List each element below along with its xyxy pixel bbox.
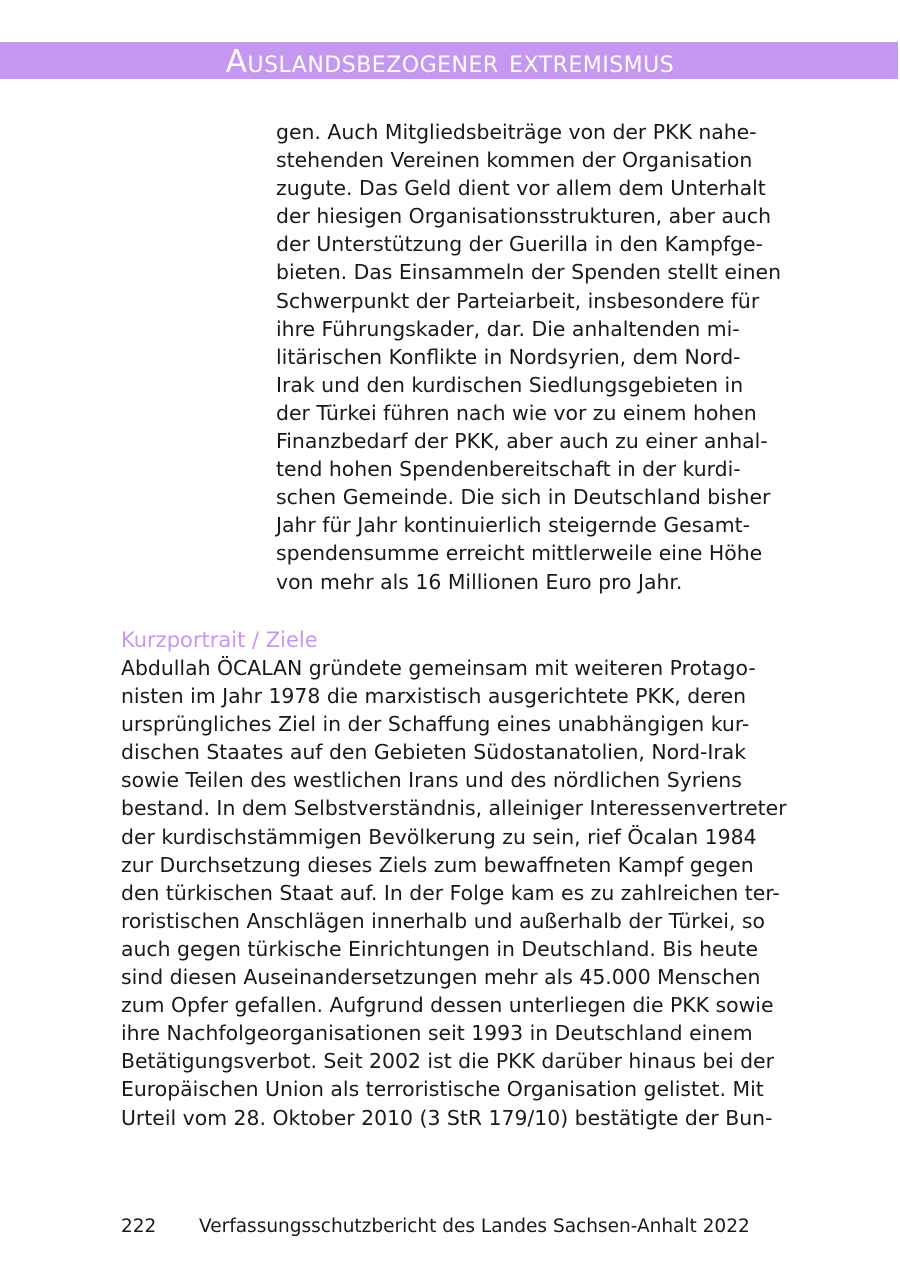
text-line: der Türkei führen nach wie vor zu einem hohen <box>276 400 757 425</box>
text-line: Finanzbedarf der PKK, aber auch zu einer anhal- <box>276 429 768 454</box>
text-line: den türkischen Staat auf. In der Folge kam es zu zahlreichen ter- <box>121 880 780 905</box>
text-line: sowie Teilen des westlichen Irans und des nördlichen Syriens <box>121 768 742 793</box>
text-line: schen Gemeinde. Die sich in Deutschland bisher <box>276 485 771 510</box>
text-line: roristischen Anschlägen innerhalb und außerhalb der Türkei, so <box>121 908 766 933</box>
top-paragraph <box>276 118 786 596</box>
text-line: auch gegen türkische Einrichtungen in Deutschland. Bis heute <box>121 936 759 961</box>
text-line: gen. Auch Mitgliedsbeiträge von der PKK nahe- <box>276 120 757 144</box>
text-line: Jahr für Jahr kontinuierlich steigernde Gesamt- <box>276 513 751 538</box>
text-line: stehenden Vereinen kommen der Organisation <box>276 148 753 173</box>
text-line: litärischen Konflikte in Nordsyrien, dem Nord- <box>276 344 741 369</box>
text-line: der Unterstützung der Guerilla in den Kampfge- <box>276 232 763 257</box>
text-line: der kurdischstämmigen Bevölkerung zu sein, rief Öcalan 1984 <box>121 824 757 849</box>
text-line: ihre Führungskader, dar. Die anhaltenden mi- <box>276 316 740 341</box>
text-line: Abdullah ÖCALAN gründete gemeinsam mit weiteren Protago- <box>121 656 756 680</box>
text-line: ihre Nachfolgeorganisationen seit 1993 in Deutschland einem <box>121 1021 753 1046</box>
text-line: zur Durchsetzung dieses Ziels zum bewaffneten Kampf gegen <box>121 852 754 877</box>
text-line: nisten im Jahr 1978 die marxistisch ausgerichtete PKK, deren <box>121 684 747 709</box>
text-line: tend hohen Spendenbereitschaft in der kurdi- <box>276 457 741 482</box>
text-line: Europäischen Union als terroristische Organisation gelistet. Mit <box>121 1077 764 1102</box>
text-line: zum Opfer gefallen. Aufgrund dessen unterliegen die PKK sowie <box>121 993 774 1018</box>
text-line: bestand. In dem Selbstverständnis, alleiniger Interessenvertreter <box>121 796 787 821</box>
text-line: von mehr als 16 Millionen Euro pro Jahr. <box>276 569 683 594</box>
section-heading: Kurzportrait / Ziele <box>121 628 318 652</box>
text-line: bieten. Das Einsammeln der Spenden stellt einen <box>276 260 781 285</box>
text-line: ursprüngliches Ziel in der Schaffung eines unabhängigen kur- <box>121 712 750 737</box>
text-line: Irak und den kurdischen Siedlungsgebieten in <box>276 372 744 397</box>
text-line: sind diesen Auseinandersetzungen mehr als 45.000 Menschen <box>121 965 761 990</box>
text-line: dischen Staates auf den Gebieten Südostanatolien, Nord-Irak <box>121 740 747 765</box>
text-line: Schwerpunkt der Parteiarbeit, insbesondere für <box>276 288 760 313</box>
chapter-title: Auslandsbezogener extremismus <box>225 44 675 80</box>
text-line: der hiesigen Organisationsstrukturen, aber auch <box>276 204 771 229</box>
text-line: Urteil vom 28. Oktober 2010 (3 StR 179/10) bestätigte der Bun- <box>121 1105 773 1130</box>
section-paragraph <box>121 654 791 1132</box>
page-number: 222 <box>121 1216 157 1237</box>
text-line: spendensumme erreicht mittlerweile eine Höhe <box>276 541 763 566</box>
text-line: zugute. Das Geld dient vor allem dem Unterhalt <box>276 176 766 201</box>
publication-title: Verfassungsschutzbericht des Landes Sachsen-Anhalt 2022 <box>199 1216 750 1237</box>
text-line: Betätigungsverbot. Seit 2002 ist die PKK darüber hinaus bei der <box>121 1049 774 1074</box>
